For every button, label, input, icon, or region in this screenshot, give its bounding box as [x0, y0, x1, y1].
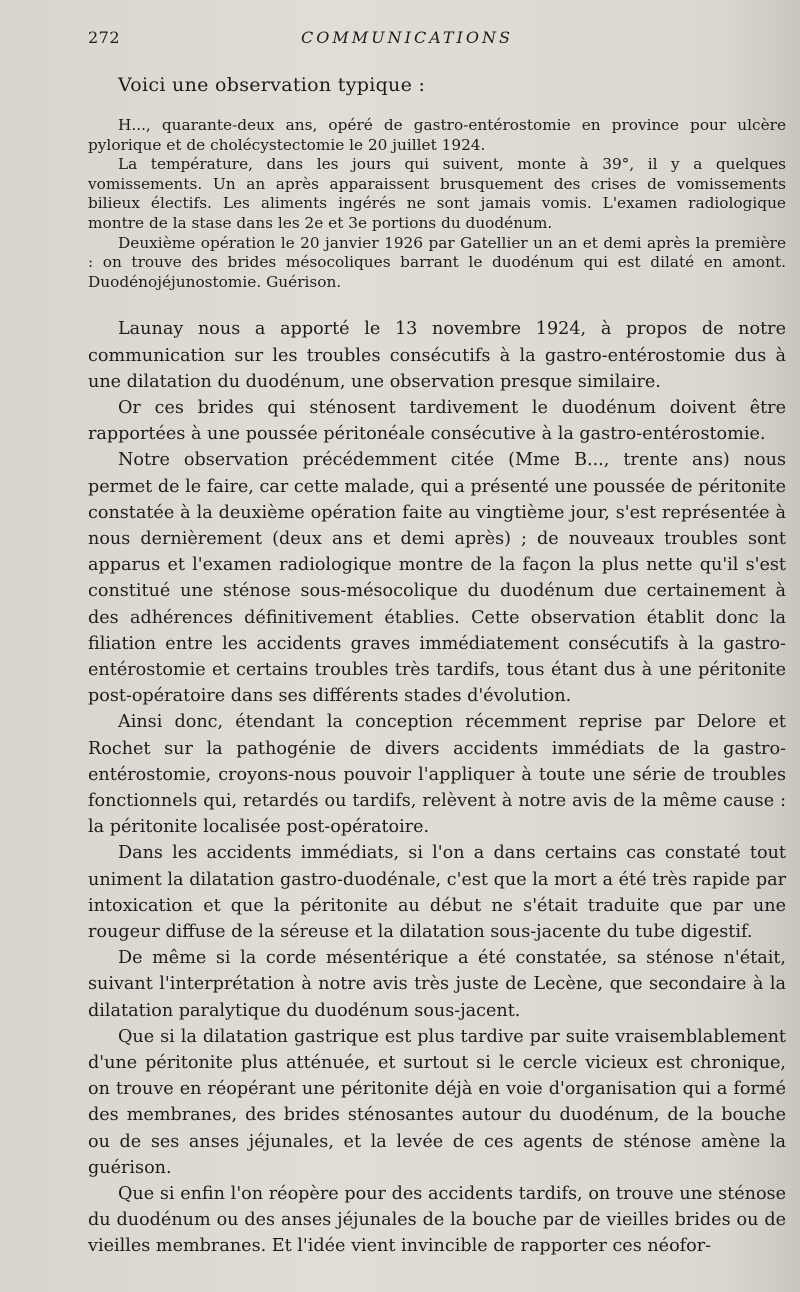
body-paragraph: Dans les accidents immédiats, si l'on a dans certains cas constaté tout uniment la dilatation gastro-duodénale, c'est que la mort a été très rapide par intoxication et que la péritonite au début ne s'était traduite que par une rougeur diffuse de la séreuse et la dilatation sous-jacente du tube digestif.: [88, 843, 786, 943]
body-paragraph: De même si la corde mésentérique a été constatée, sa sténose n'était, suivant l'interprétation à notre avis très juste de Lecène, que secondaire à la dilatation paralytique du duodénum sous-jacent.: [88, 948, 786, 1021]
body-paragraph: Launay nous a apporté le 13 novembre 1924, à propos de notre communication sur les troubles consécutifs à la gastro-entérostomie dus à une dilatation du duodénum, une observation presque similaire.: [88, 319, 786, 392]
running-title: COMMUNICATIONS: [301, 28, 513, 47]
running-header: [88, 28, 786, 56]
observation-paragraph: La température, dans les jours qui suivent, monte à 39°, il y a quelques vomissements. Un an après apparaissent brusquement des crises de vomissements bilieux électifs. Les aliments ingérés ne sont jamais vomis. L'examen radiologique montre de la stase dans les 2e et 3e portions du duodénum.: [88, 155, 786, 232]
page-number: 272: [88, 28, 121, 47]
observation-paragraph: H..., quarante-deux ans, opéré de gastro-entérostomie en province pour ulcère pylorique et de cholécystectomie le 20 juillet 1924.: [88, 116, 786, 154]
body-paragraph: Que si la dilatation gastrique est plus tardive par suite vraisemblablement d'une péritonite plus atténuée, et surtout si le cercle vicieux est chronique, on trouve en réopérant une péritonite déjà en voie d'organisation qui a formé des membranes, des brides sténosantes autour du duodénum, de la bouche ou de ses anses jéjunales, et la levée de ces agents de sténose amène la guérison.: [88, 1026, 786, 1178]
observation-block: [88, 116, 786, 292]
body-paragraph: Ainsi donc, étendant la conception récemment reprise par Delore et Rochet sur la pathogénie de divers accidents immédiats de la gastro-entérostomie, croyons-nous pouvoir l'appliquer à toute une série de troubles fonctionnels qui, retardés ou tardifs, relèvent à notre avis de la même cause : la péritonite localisée post-opératoire.: [88, 712, 786, 838]
body-paragraph: Que si enfin l'on réopère pour des accidents tardifs, on trouve une sténose du duodénum ou des anses jéjunales de la bouche par de vieilles brides ou de vieilles membranes. Et l'idée vient invincible de rapporter ces néofor-: [88, 1184, 786, 1257]
body-paragraph: Or ces brides qui sténosent tardivement le duodénum doivent être rapportées à une poussée péritonéale consécutive à la gastro-entérostomie.: [88, 397, 786, 445]
intro-line: Voici une observation typique :: [118, 74, 426, 96]
main-text: [88, 316, 786, 1259]
observation-paragraph: Deuxième opération le 20 janvier 1926 par Gatellier un an et demi après la première : on trouve des brides mésocoliques barrant le duodénum qui est dilaté en amont. Duodénojéjunostomie. Guérison.: [88, 233, 786, 291]
body-paragraph: Notre observation précédemment citée (Mme B..., trente ans) nous permet de le faire, car cette malade, qui a présenté une poussée de péritonite constatée à la deuxième opération faite au vingtième jour, s'est représentée à nous dernièrement (deux ans et demi après) ; de nouveaux troubles sont apparus et l'examen radiologique montre de la façon la plus nette qu'il s'est constitué une sténose sous-mésocolique du duodénum due certainement à des adhérences définitivement établies. Cette observation établit donc la filiation entre les accidents graves immédiatement consécutifs à la gastro-entérostomie et certains troubles très tardifs, tous étant dus à une péritonite post-opératoire dans ses différents stades d'évolution.: [88, 450, 786, 707]
